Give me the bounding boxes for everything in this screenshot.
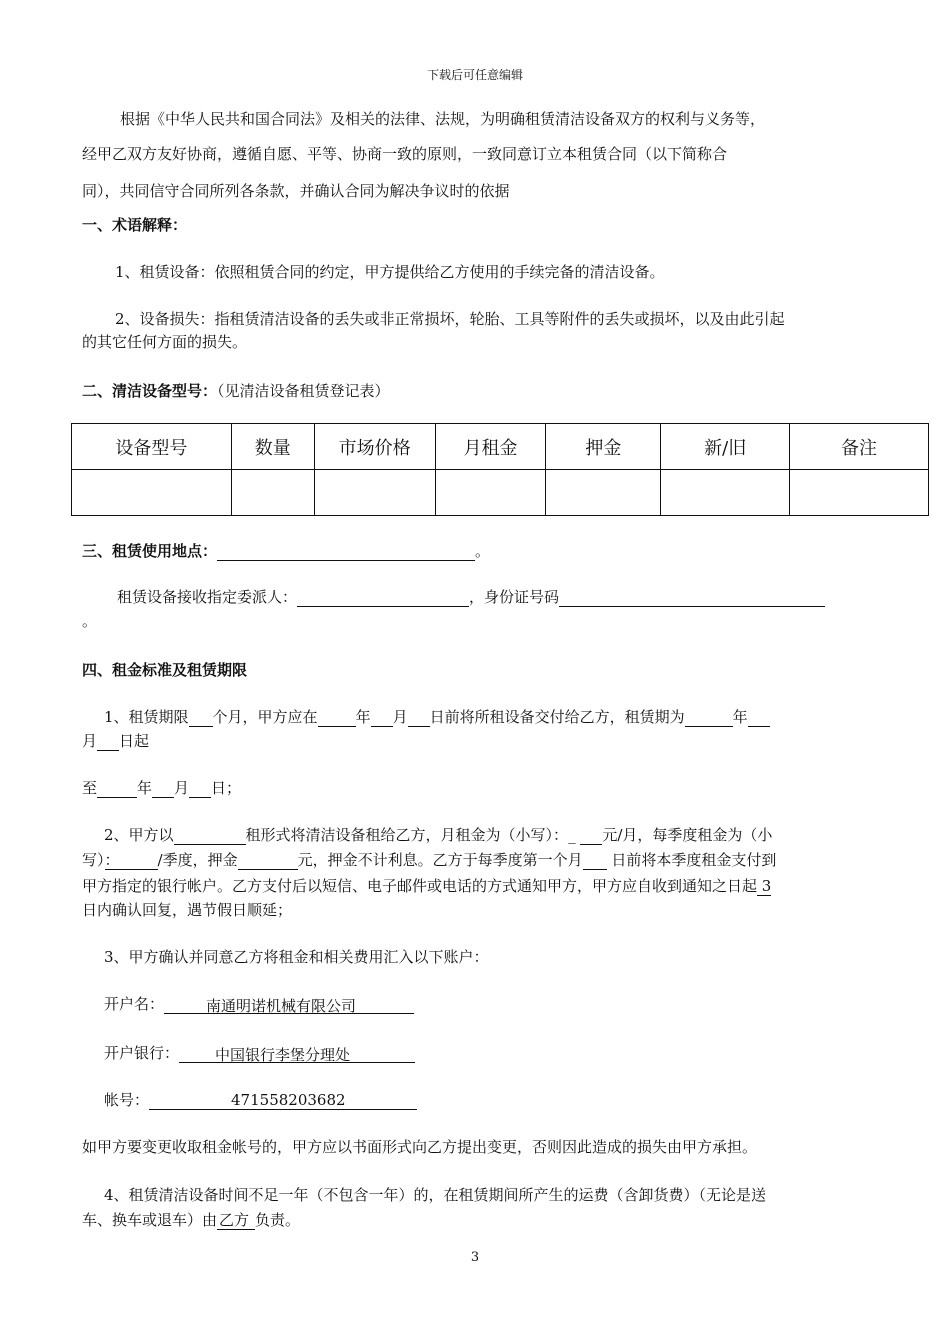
account-no-field xyxy=(149,1091,417,1110)
receiver-label: 租赁设备接收指定委派人： xyxy=(117,588,298,606)
clause-1-line-1 xyxy=(104,706,894,727)
clause-1-text: 月 xyxy=(392,708,408,726)
payment-day-field xyxy=(583,851,607,870)
id-number-field xyxy=(559,588,825,607)
day-field xyxy=(189,779,211,798)
bank-line xyxy=(104,1042,894,1063)
intro-line-1: 根据《中华人民共和国合同法》及相关的法律、法规，为明确租赁清洁设备双方的权利与义务等， xyxy=(120,110,766,128)
clause-4-text: 车、换车或退车）由 xyxy=(82,1211,218,1229)
clause-2-text: 2、甲方以 xyxy=(104,826,174,844)
table-cell xyxy=(314,470,435,516)
clause-1-line-3 xyxy=(82,777,872,798)
table-cell xyxy=(661,470,790,516)
clause-1-text: 日前将所租设备交付给乙方，租赁期为 xyxy=(429,708,685,726)
table-header-cell: 新/旧 xyxy=(661,424,790,470)
deposit-field xyxy=(238,851,298,870)
clause-2-text: 日前将本季度租金支付到 xyxy=(606,851,777,869)
receiver-end: 。 xyxy=(82,612,98,630)
section-1-item-2-line-2: 的其它任何方面的损失。 xyxy=(82,333,248,351)
section-3-end: 。 xyxy=(475,542,491,560)
section-3-title: 三、租赁使用地点： xyxy=(82,542,218,560)
year-field xyxy=(685,708,733,727)
table-header-row xyxy=(72,424,929,470)
account-no-line xyxy=(104,1089,894,1110)
section-1-item-2-line-1: 2、设备损失：指租赁清洁设备的丢失或非正常损坏，轮胎、工具等附件的丢失或损坏，以及由此引起 xyxy=(115,310,785,328)
clause-2-text: 甲方指定的银行帐户。乙方支付后以短信、电子邮件或电话的方式通知甲方，甲方应自收到通知之日起 xyxy=(82,877,758,895)
section-1-item-1: 1、租赁设备：依照租赁合同的约定，甲方提供给乙方使用的手续完备的清洁设备。 xyxy=(115,263,665,281)
table-header-cell: 数量 xyxy=(231,424,314,470)
clause-4-text: 负责。 xyxy=(255,1211,301,1229)
id-label: ，身份证号码 xyxy=(469,588,560,606)
clause-2-text: _ xyxy=(568,826,576,844)
clause-1-text: 年 xyxy=(732,708,748,726)
clause-1-text: 月 xyxy=(174,779,190,797)
rent-type-field xyxy=(174,826,246,845)
account-no-label: 帐号： xyxy=(104,1091,150,1109)
clause-1-text: 日； xyxy=(211,779,242,797)
receiver-field xyxy=(297,588,469,607)
account-name-line xyxy=(104,993,894,1014)
months-field xyxy=(189,708,213,727)
clause-2-colon: ： xyxy=(104,851,120,869)
section-4-title: 四、租金标准及租赁期限 xyxy=(82,661,248,679)
table-cell xyxy=(435,470,546,516)
month-field xyxy=(371,708,393,727)
page-number: 3 xyxy=(470,1250,480,1265)
intro-line-3: 同），共同信守合同所列各条款，并确认合同为解决争议时的依据 xyxy=(82,182,510,200)
table-header-cell: 月租金 xyxy=(435,424,546,470)
clause-4-line-1: 4、租赁清洁设备时间不足一年（不包含一年）的，在租赁期间所产生的运费（含卸货费）（无论是送 xyxy=(104,1186,767,1204)
responsible-party: 乙方 xyxy=(217,1211,255,1230)
table-header-cell: 押金 xyxy=(546,424,661,470)
day-field xyxy=(97,732,119,751)
clause-2-line-1 xyxy=(104,824,894,845)
clause-2-text: 写） xyxy=(82,851,105,869)
day-field xyxy=(408,708,430,727)
clause-1-text: 1、租赁期限 xyxy=(104,708,189,726)
month-field xyxy=(152,779,174,798)
section-2-heading xyxy=(82,380,872,401)
clause-2-text: /季度，押金 xyxy=(157,851,238,869)
clause-2-line-4: 日内确认回复，遇节假日顺延； xyxy=(82,901,293,919)
table-cell xyxy=(72,470,232,516)
clause-3: 3、甲方确认并同意乙方将租金和相关费用汇入以下账户： xyxy=(104,948,489,966)
clause-2-text: 元/月，每季度租金为（小 xyxy=(602,826,773,844)
table-header-cell: 市场价格 xyxy=(314,424,435,470)
clause-2-text: 元，押金不计利息。乙方于每季度第一个月 xyxy=(297,851,583,869)
account-no-value: 471558203682 xyxy=(231,1091,346,1109)
bank-value: 中国银行李堡分理处 xyxy=(215,1046,351,1064)
equipment-table xyxy=(71,423,929,516)
clause-4-line-2 xyxy=(82,1209,872,1230)
account-name-field xyxy=(164,995,414,1014)
clause-1-text: 年 xyxy=(355,708,371,726)
section-2-note: （见清洁设备租赁登记表） xyxy=(217,382,390,400)
clause-1-line-2 xyxy=(82,730,872,751)
clause-2-text: 租形式将清洁设备租给乙方，月租金为（小写）： xyxy=(245,826,569,844)
bank-label: 开户银行： xyxy=(104,1044,180,1062)
table-cell xyxy=(546,470,661,516)
table-cell xyxy=(231,470,314,516)
table-header-cell: 设备型号 xyxy=(72,424,232,470)
clause-1-text: 个月，甲方应在 xyxy=(212,708,318,726)
account-name-value: 南通明诺机械有限公司 xyxy=(206,997,357,1015)
section-1-title: 一、术语解释： xyxy=(82,216,188,234)
clause-1-text: 日起 xyxy=(119,732,150,750)
year-field xyxy=(97,779,137,798)
location-field xyxy=(217,542,475,561)
month-field xyxy=(748,708,770,727)
section-2-title: 二、清洁设备型号： xyxy=(82,382,218,400)
clause-1-text: 至 xyxy=(82,779,98,797)
table-row xyxy=(72,470,929,516)
year-field xyxy=(318,708,356,727)
change-note: 如甲方要变更收取租金帐号的，甲方应以书面形式向乙方提出变更，否则因此造成的损失由甲方承担。 xyxy=(82,1138,758,1156)
intro-line-2: 经甲乙双方友好协商，遵循自愿、平等、协商一致的原则，一致同意订立本租赁合同（以下简称合 xyxy=(82,145,728,163)
account-name-label: 开户名： xyxy=(104,995,165,1013)
table-header-cell: 备注 xyxy=(790,424,929,470)
table-cell xyxy=(790,470,929,516)
clause-1-text: 年 xyxy=(137,779,153,797)
monthly-rent-field xyxy=(580,826,602,845)
clause-2-line-2 xyxy=(82,849,872,870)
clause-2-line-3 xyxy=(82,875,872,896)
clause-1-text: 月 xyxy=(82,732,98,750)
section-3-line xyxy=(82,540,872,561)
quarterly-rent-field xyxy=(120,851,158,870)
receiver-line xyxy=(117,586,907,607)
bank-field xyxy=(179,1044,415,1063)
confirm-days-value: 3 xyxy=(757,877,772,895)
page-header: 下载后可任意编辑 xyxy=(426,68,523,82)
